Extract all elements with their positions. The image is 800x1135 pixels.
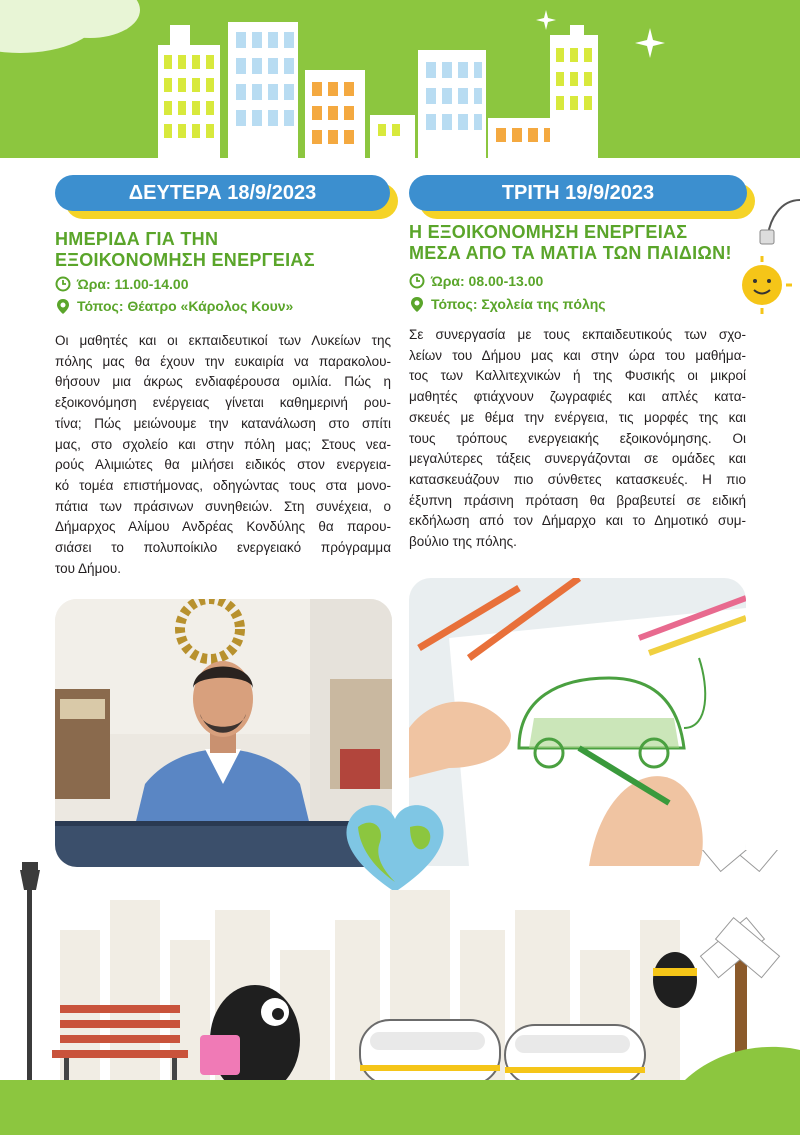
right-place: Τόπος: Σχολεία της πόλης xyxy=(431,296,606,312)
right-time: Ώρα: 08.00-13.00 xyxy=(431,273,544,289)
left-date-pill xyxy=(55,175,390,213)
clock-icon xyxy=(55,276,71,292)
location-pin-icon xyxy=(409,296,425,313)
right-title-line1: Η ΕΞΟΙΚΟΝΟΜΗΣΗ ΕΝΕΡΓΕΙΑΣ xyxy=(409,222,688,242)
text-line: του Δήμου. xyxy=(55,560,121,576)
text-line: Σε συνεργασία με τους εκπαιδευτικούς των σχο- xyxy=(409,327,746,342)
left-body-text xyxy=(55,331,391,579)
location-pin-icon xyxy=(55,298,71,315)
right-place-row xyxy=(409,294,739,314)
right-event-title xyxy=(409,222,769,264)
right-time-row xyxy=(409,271,739,291)
left-place-row xyxy=(55,296,395,316)
text-line: μαθητές φτιάχνουν ζωγραφιές και απλές κατα- xyxy=(409,389,746,405)
text-line: Δήμαρχος Αλίμου Ανδρέας Κονδύλης θα παρου- xyxy=(55,519,391,535)
child-drawing-photo xyxy=(409,578,746,866)
text-line: θήσουν μια άκρως ενδιαφέρουσα ομιλία. Πώς η xyxy=(55,374,391,390)
left-title-line1: ΗΜΕΡΙΔΑ ΓΙΑ ΤΗΝ xyxy=(55,229,219,249)
text-line: Οι μαθητές και οι εκπαιδευτικοί των Λυκείων της xyxy=(55,333,391,348)
text-line: σιάσει το πολυποίκιλο ενεργειακό πρόγραμμα xyxy=(55,540,391,556)
text-line: σκευές με θέμα την ενέργεια, τις μορφές της και xyxy=(409,409,746,425)
right-date: ΤΡΙΤΗ 19/9/2023 xyxy=(409,175,747,211)
right-title-line2: ΜΕΣΑ ΑΠΟ ΤΑ ΜΑΤΙΑ ΤΩΝ ΠΑΙΔΙΩΝ! xyxy=(409,243,732,263)
text-line: εξοικονόμηση ενέργειας γίνεται καθημερινή ρου- xyxy=(55,395,391,411)
text-line: κό τομέα επιστήμονας, οδηγώντας τους στα μονο- xyxy=(55,477,391,493)
footer-band xyxy=(0,1080,800,1135)
text-line: βούλιο της πόλης. xyxy=(409,534,517,550)
right-body-text xyxy=(409,325,746,553)
left-place: Τόπος: Θέατρο «Κάρολος Κουν» xyxy=(77,298,294,314)
clock-icon xyxy=(409,273,425,289)
text-line: εκδήλωση από τον Δήμαρχο και το Δημοτικό συμ- xyxy=(409,513,746,529)
text-line: τος των Καλλιτεχνικών ή της Φυσικής οι μικροί xyxy=(409,368,746,384)
text-line: πόλης μας θα έχουν την ευκαιρία να παρακολου- xyxy=(55,353,391,369)
text-line: τίνα; Πώς μειώνουμε την κατανάλωση στο σπίτι xyxy=(55,415,391,431)
text-line: ρούς Αλιμιώτες θα μιλήσει ειδικός στον ενεργεια- xyxy=(55,457,391,473)
left-time-row xyxy=(55,274,395,294)
right-date-pill xyxy=(409,175,747,213)
header-band xyxy=(0,0,800,158)
text-line: έξυπνη πράσινη πρόταση θα βραβευτεί σε ειδική xyxy=(409,492,746,508)
left-event-title xyxy=(55,229,395,271)
city-buildings-illustration xyxy=(0,0,800,158)
text-line: μας, στο σχολείο και στην πόλη μας; Στους νεα- xyxy=(55,436,391,452)
text-line: λείων του Δήμου μας και στην ώρα του μαθήμα- xyxy=(409,347,746,363)
text-line: τους τρόπους ενεργειακής εξοικονόμησης. Οι xyxy=(409,430,746,446)
text-line: μεγαλύτερες τάξεις συνεργάζονται σε ομάδες και xyxy=(409,451,746,467)
text-line: κατασκευάζουν πιο σύνθετες κατασκευές. Η πιο xyxy=(409,471,746,487)
text-line: πάτια των πράσινων συνηθειών. Στη συνέχεια, ο xyxy=(55,498,391,514)
left-time: Ώρα: 11.00-14.00 xyxy=(77,276,189,292)
left-title-line2: ΕΞΟΙΚΟΝΟΜΗΣΗ ΕΝΕΡΓΕΙΑΣ xyxy=(55,250,315,270)
left-date: ΔΕΥΤΕΡΑ 18/9/2023 xyxy=(55,175,390,211)
